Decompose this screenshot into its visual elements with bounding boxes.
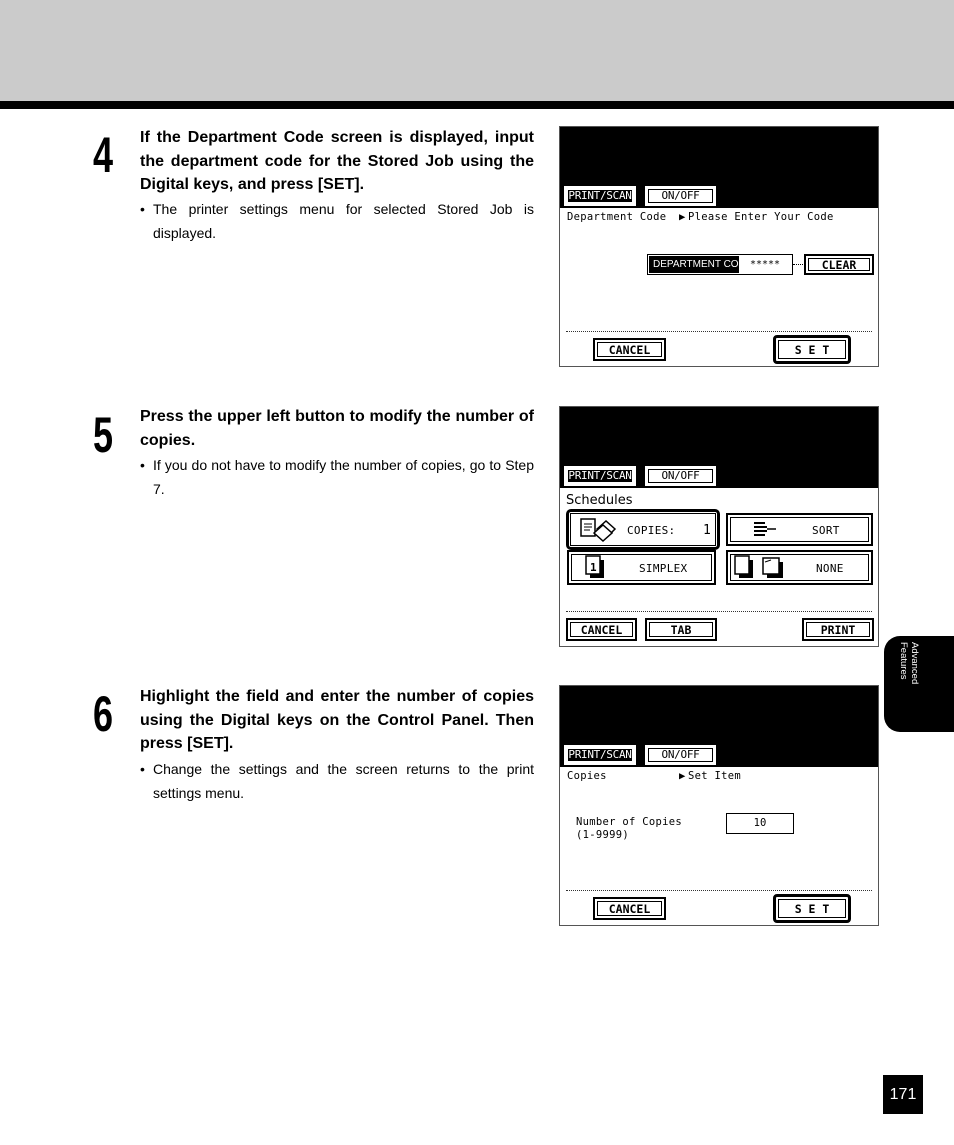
print-button[interactable]: PRINT (802, 618, 874, 641)
side-tab-line2: Features (898, 642, 909, 680)
side-tab-label (898, 642, 920, 732)
step-4-number: 4 (93, 127, 114, 183)
bullet: • (140, 457, 145, 473)
screen-instruction: Please Enter Your Code (688, 211, 834, 223)
simplex-label: SIMPLEX (639, 562, 688, 575)
divider (566, 890, 872, 891)
staple-icon (731, 554, 791, 582)
step-6-title: Highlight the field and enter the number of copies using the Digital keys on the Control Panel. Then press [SET]. (140, 688, 534, 752)
sort-button[interactable] (726, 513, 873, 546)
step-5-title: Press the upper left button to modify the number of copies. (140, 408, 534, 449)
bullet: • (140, 761, 145, 777)
divider (566, 611, 872, 612)
print-scan-tab[interactable] (564, 466, 636, 486)
on-off-tab-label: ON/OFF (648, 469, 713, 483)
on-off-tab[interactable] (645, 186, 716, 206)
screen-instruction: Set Item (688, 770, 741, 782)
print-scan-tab-label: PRINT/SCAN (568, 469, 632, 482)
copies-button[interactable] (566, 509, 720, 550)
cancel-button[interactable]: CANCEL (593, 897, 666, 920)
copies-range-label: (1-9999) (576, 829, 629, 841)
screen-title: Copies (567, 770, 607, 782)
cancel-button[interactable]: CANCEL (566, 618, 637, 641)
department-code-value: ***** (749, 259, 781, 270)
print-scan-tab[interactable] (564, 745, 636, 765)
cancel-button[interactable]: CANCEL (593, 338, 666, 361)
header-band (0, 0, 954, 101)
step-4-title: If the Department Code screen is displayed, input the department code for the Stored Job using the Digital keys, and press [SET]. (140, 129, 534, 193)
clear-button[interactable]: CLEAR (804, 254, 874, 275)
set-button[interactable]: S E T (773, 894, 851, 923)
department-code-label: DEPARTMENT CODE : (649, 256, 739, 273)
copies-label: COPIES: (627, 524, 676, 537)
sort-icon (752, 520, 778, 538)
none-button[interactable] (726, 550, 873, 585)
number-of-copies-label: Number of Copies (576, 816, 682, 828)
print-scan-tab-label: PRINT/SCAN (568, 748, 632, 761)
on-off-tab[interactable] (645, 466, 716, 486)
on-off-tab[interactable] (645, 745, 716, 765)
step-6-note-text: Change the settings and the screen returns to the print settings menu. (153, 761, 534, 801)
svg-text:1: 1 (590, 561, 597, 574)
department-code-screen (559, 126, 879, 367)
step-4-note-text: The printer settings menu for selected Stored Job is displayed. (153, 201, 534, 241)
arrow-icon: ▶ (679, 770, 686, 782)
divider (566, 331, 872, 332)
arrow-icon: ▶ (679, 211, 686, 223)
sort-label: SORT (812, 524, 840, 537)
copies-icon (579, 517, 619, 543)
bullet: • (140, 201, 145, 217)
tab-button[interactable]: TAB (645, 618, 717, 641)
page-number: 171 (883, 1075, 923, 1114)
on-off-tab-label: ON/OFF (648, 748, 713, 762)
step-5-number: 5 (93, 407, 114, 463)
step-5-note (140, 453, 534, 501)
side-tab-line1: Advanced (909, 642, 920, 685)
print-scan-tab[interactable] (564, 186, 636, 206)
step-5-note-text: If you do not have to modify the number of copies, go to Step 7. (153, 457, 534, 497)
set-button[interactable]: S E T (773, 335, 851, 364)
screen-title: Department Code (567, 211, 667, 223)
on-off-tab-label: ON/OFF (648, 189, 713, 203)
simplex-icon (583, 554, 609, 581)
field-connector (793, 264, 803, 265)
section-side-tab (884, 636, 954, 732)
step-6-note (140, 757, 534, 805)
print-scan-tab-label: PRINT/SCAN (568, 189, 632, 202)
copies-screen (559, 685, 879, 926)
schedules-screen (559, 406, 879, 647)
header-rule (0, 101, 954, 109)
screen-title: Schedules (566, 493, 633, 508)
copies-input[interactable]: 10 (726, 813, 794, 834)
none-label: NONE (816, 562, 844, 575)
copies-value: 1 (703, 523, 712, 538)
department-code-field[interactable] (647, 254, 793, 275)
step-6-number: 6 (93, 686, 114, 742)
step-4-note (140, 197, 534, 245)
simplex-button[interactable] (567, 550, 716, 585)
